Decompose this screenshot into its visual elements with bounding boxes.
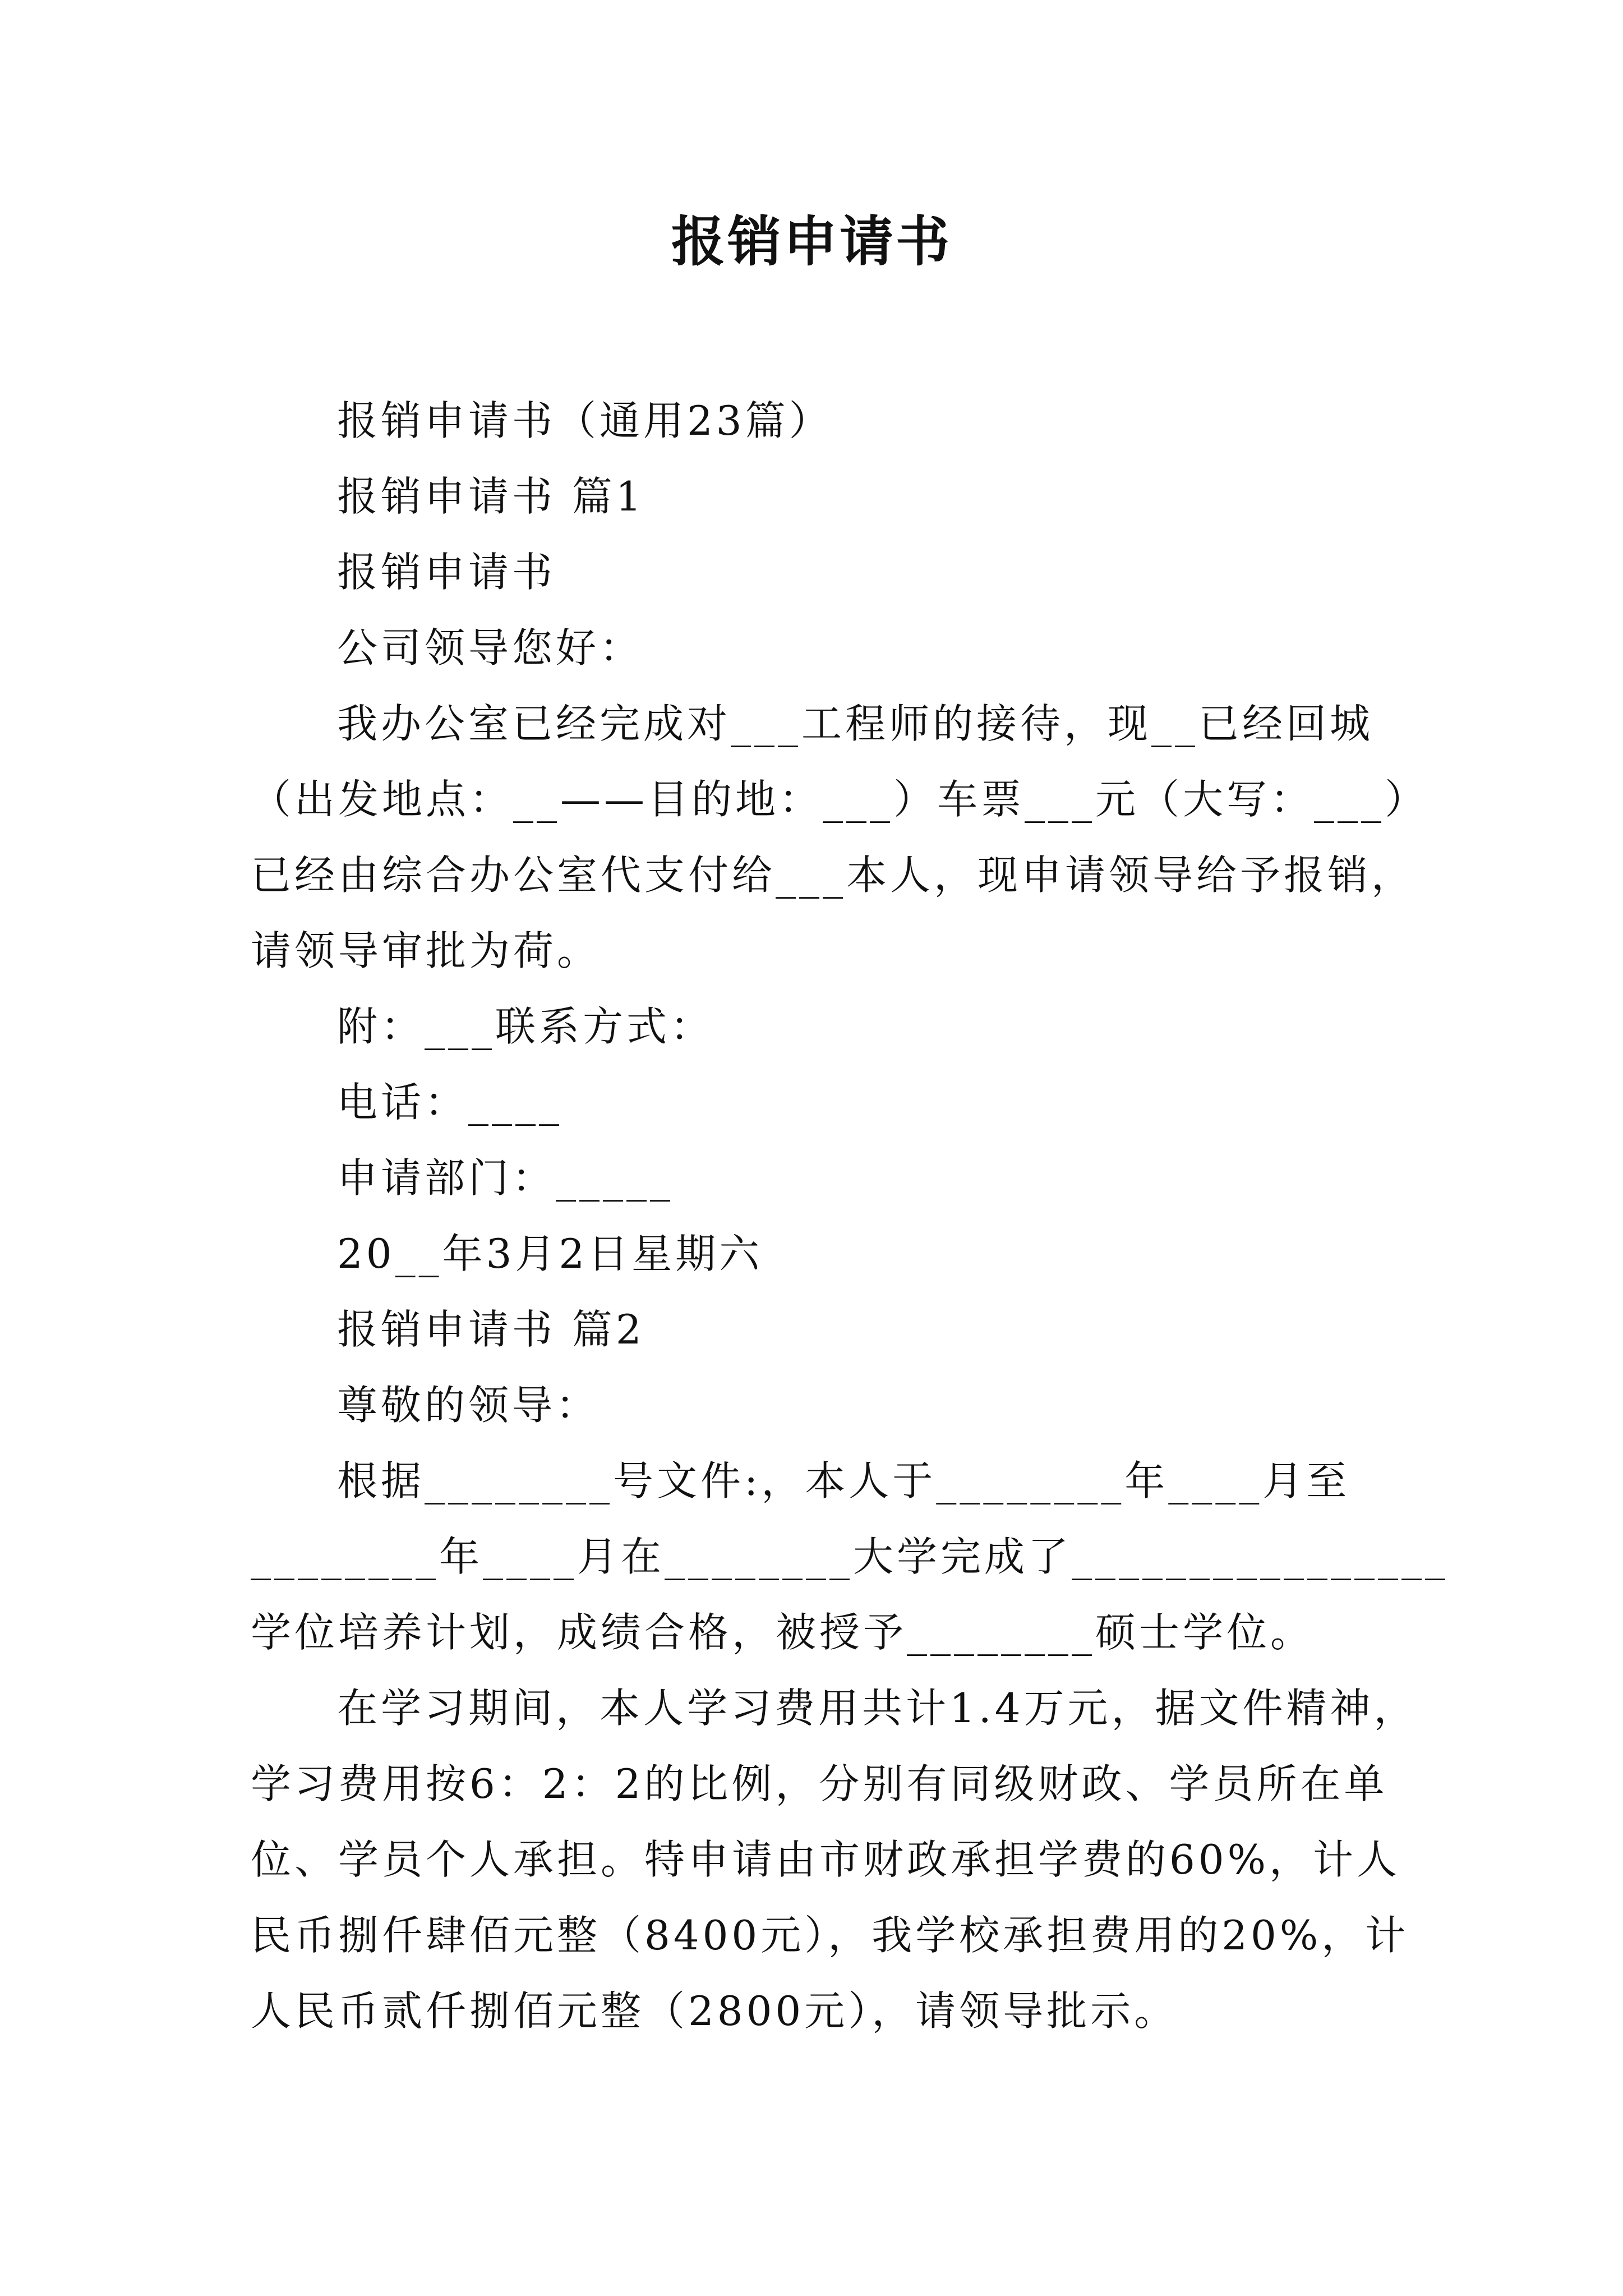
body-line: 请领导审批为荷。 (251, 927, 601, 974)
section-heading-2: 报销申请书 篇2 (337, 1306, 645, 1353)
body-line: 学位培养计划，成绩合格，被授予________硕士学位。 (251, 1609, 1315, 1656)
section-heading-1: 报销申请书 篇1 (337, 473, 645, 520)
subtitle-line: 报销申请书（通用23篇） (337, 397, 833, 444)
body-line: 人民币贰仟捌佰元整（2800元），请领导批示。 (251, 1987, 1178, 2035)
phone-line: 电话：____ (337, 1079, 563, 1126)
date-line: 20__年3月2日星期六 (337, 1230, 763, 1277)
salutation-1: 公司领导您好： (337, 624, 644, 671)
attachment-line: 附：___联系方式： (337, 1003, 714, 1050)
body-line: 已经由综合办公室代支付给___本人，现申请领导给予报销， (251, 852, 1415, 899)
department-line: 申请部门：_____ (337, 1154, 674, 1202)
body-line: 民币捌仟肆佰元整（8400元），我学校承担费用的20%，计 (251, 1912, 1409, 1959)
body-line: 学习费用按6：2：2的比例，分别有同级财政、学员所在单 (251, 1760, 1388, 1807)
body-line: 我办公室已经完成对___工程师的接待，现__已经回城 (337, 700, 1374, 747)
body-line: （出发地点：__——目的地：___）车票___元（大写：___） (251, 776, 1429, 823)
body-line: 在学习期间，本人学习费用共计1.4万元，据文件精神， (337, 1685, 1418, 1732)
document-title: 报销申请书 (671, 210, 952, 273)
body-line: ________年____月在________大学完成了________________ (251, 1533, 1449, 1580)
body-line: 根据________号文件:，本人于________年____月至 (337, 1457, 1350, 1504)
letter-title-1: 报销申请书 (337, 549, 556, 596)
salutation-2: 尊敬的领导： (337, 1382, 600, 1429)
body-line: 位、学员个人承担。特申请由市财政承担学费的60%，计人 (251, 1836, 1401, 1883)
